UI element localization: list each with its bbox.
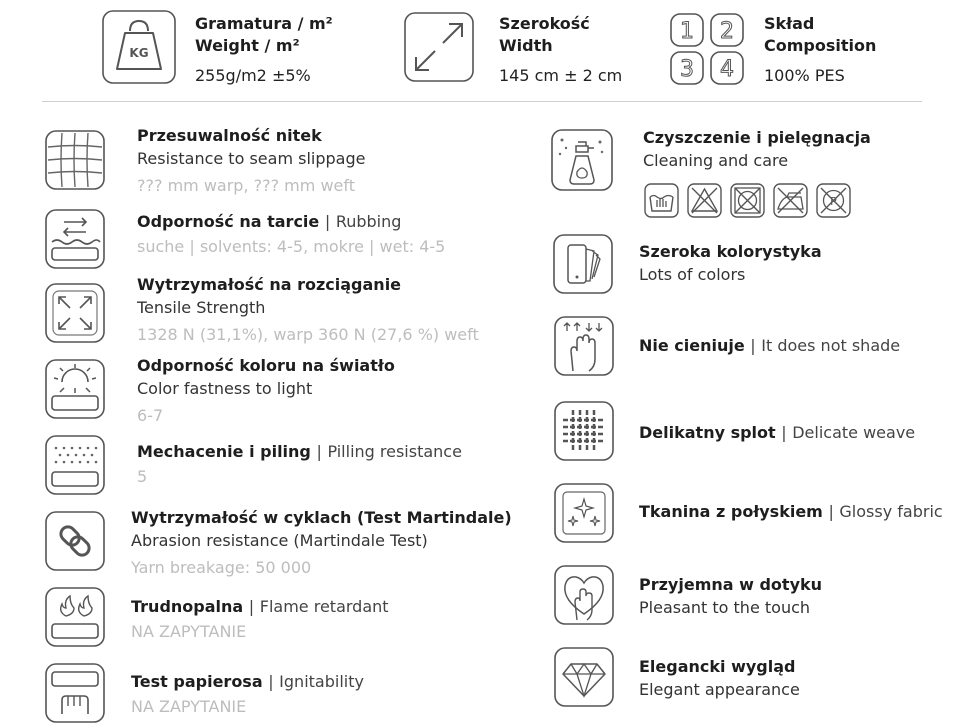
cleaning-sub: Cleaning and care [643,151,789,170]
color-swatches-icon [552,233,614,295]
hand-brush-icon [553,315,615,377]
weave-separator: | [781,423,787,442]
stretch-arrows-icon [44,282,106,344]
cigarette-title-line [131,672,364,691]
pilling-title-en: Pilling resistance [327,442,462,461]
cigarette-title: Test papierosa [131,672,263,691]
svg-text:4: 4 [720,57,734,82]
martindale-value: Yarn breakage: 50 000 [131,558,312,577]
flame-title: Trudnopalna [131,597,244,616]
flame-title-line [131,597,389,616]
spray-bottle-icon [550,128,614,192]
weight-label-pl: Gramatura / m² [195,14,333,33]
flame-title-en: Flame retardant [259,597,389,616]
care-symbols-row [644,183,851,218]
touch-title: Przyjemna w dotyku [639,575,823,594]
numbered-boxes-icon [669,12,745,86]
composition-value: 100% PES [764,66,845,85]
kettlebell-kg-icon [101,9,177,85]
weave-title-en: Delicate weave [792,423,916,442]
sparkle-icon [553,482,615,544]
not-shade-title-line [639,336,900,355]
chain-links-icon [44,510,106,572]
seam-slippage-title: Przesuwalność nitek [137,126,322,145]
cigarette-title-en: Ignitability [279,672,364,691]
diamond-icon [553,646,615,708]
pilling-separator: | [316,442,322,461]
svg-text:3: 3 [680,57,694,82]
weight-label-en: Weight / m² [195,36,300,55]
no-tumble-dry-icon [730,183,765,218]
not-shade-separator: | [750,336,756,355]
svg-text:1: 1 [680,19,694,44]
glossy-title: Tkanina z połyskiem [639,502,823,521]
flame-icon [44,586,106,648]
flame-separator: | [248,597,255,616]
header-divider [42,101,922,102]
width-label-en: Width [499,36,553,55]
sun-fabric-icon [44,358,106,420]
heart-hand-icon [553,564,615,626]
elegant-title: Elegancki wygląd [639,657,796,676]
no-dry-clean-icon [816,183,851,218]
not-shade-title: Nie cieniuje [639,336,745,355]
pilling-value: 5 [137,467,148,486]
colors-sub: Lots of colors [639,265,746,284]
light-fastness-title: Odporność koloru na światło [137,356,395,375]
rubbing-arrows-icon [44,208,106,270]
fabric-grid-icon [44,129,106,191]
width-label-pl: Szerokość [499,14,590,33]
rubbing-value: suche | solvents: 4-5, mokre | wet: 4-5 [137,237,446,256]
rubbing-title-line [137,212,445,231]
pilling-title: Mechacenie i piling [137,442,311,461]
tensile-value: 1328 N (31,1%), warp 360 N (27,6 %) weft [137,325,479,344]
not-shade-title-en: It does not shade [761,336,901,355]
martindale-title: Wytrzymałość w cyklach (Test Martindale) [131,508,512,527]
cigarette-value: NA ZAPYTANIE [131,697,247,716]
rubbing-title: Odporność na tarcie [137,212,320,231]
glossy-separator: | [828,502,834,521]
expand-arrows-icon [403,11,475,83]
svg-text:2: 2 [720,19,734,44]
pilling-title-line [137,442,462,461]
hand-wash-icon [644,183,679,218]
seam-slippage-value: ??? mm warp, ??? mm weft [137,176,355,195]
colors-title: Szeroka kolorystyka [639,242,822,261]
cigarette-icon [44,662,106,724]
seam-slippage-sub: Resistance to seam slippage [137,149,366,168]
touch-sub: Pleasant to the touch [639,598,811,617]
no-bleach-icon [687,183,722,218]
weave-title: Delikatny splot [639,423,776,442]
flame-value: NA ZAPYTANIE [131,622,247,641]
elegant-sub: Elegant appearance [639,680,800,699]
weave-title-line [639,423,915,442]
svg-text:KG: KG [129,46,149,60]
composition-label-en: Composition [764,36,877,55]
no-iron-icon [773,183,808,218]
composition-label-pl: Skład [764,14,815,33]
light-fastness-sub: Color fastness to light [137,379,313,398]
svg-text:P: P [830,195,837,208]
tensile-title: Wytrzymałość na rozciąganie [137,275,402,294]
light-fastness-value: 6-7 [137,406,164,425]
tensile-sub: Tensile Strength [137,298,266,317]
martindale-sub: Abrasion resistance (Martindale Test) [131,531,428,550]
rubbing-title-en: Rubbing [335,212,402,231]
weight-value: 255g/m2 ±5% [195,66,311,85]
pilling-dots-icon [44,434,106,496]
glossy-title-en: Glossy fabric [839,502,943,521]
cigarette-separator: | [268,672,274,691]
rubbing-separator: | [324,212,331,231]
weave-icon [553,400,615,462]
width-value: 145 cm ± 2 cm [499,66,623,85]
glossy-title-line [639,502,943,521]
cleaning-title: Czyszczenie i pielęgnacja [643,128,871,147]
